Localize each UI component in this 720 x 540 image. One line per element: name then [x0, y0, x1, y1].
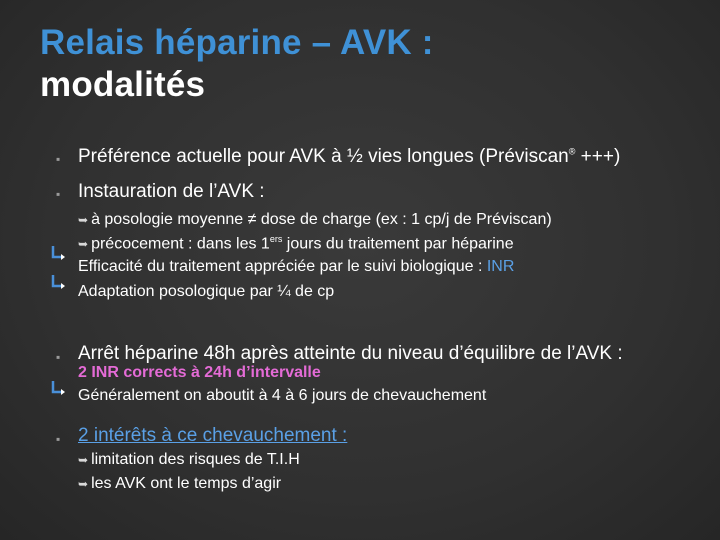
corner-arrow-icon: [50, 245, 66, 261]
bullet-icon: ▪: [56, 350, 61, 364]
bullet-4-sub-1-text: limitation des risques de T.I.H: [91, 451, 300, 468]
inr-highlight: INR: [486, 258, 515, 275]
bullet-icon: ▪: [56, 152, 61, 166]
bullet-4-link[interactable]: 2 intérêts à ce chevauchement :: [78, 425, 348, 446]
bullet-2-arrow-2: Adaptation posologique par ¼ de cp: [78, 283, 335, 300]
bullet-2: Instauration de l’AVK :: [78, 181, 265, 202]
bullet-2-sub-2-pre: précocement : dans les 1: [91, 235, 270, 253]
curved-arrow-icon: ➥: [78, 477, 89, 491]
title-line-2: modalités: [40, 65, 206, 104]
curved-arrow-icon: ➥: [78, 213, 89, 227]
bullet-4-sub-2: [78, 475, 281, 493]
bullet-icon: ▪: [56, 432, 61, 446]
bullet-2-sub-1-text: à posologie moyenne ≠ dose de charge (ex : 1 cp/j de Préviscan): [91, 211, 552, 228]
bullet-4-sub-1: [78, 451, 300, 469]
bullet-3-arrow-1: Généralement on aboutit à 4 à 6 jours de chevauchement: [78, 387, 487, 404]
bullet-3: Arrêt héparine 48h après atteinte du niveau d’équilibre de l’AVK :: [78, 343, 623, 364]
title-line-1: Relais héparine – AVK :: [40, 23, 434, 62]
bullet-2-sub-1: [78, 211, 552, 229]
corner-arrow-icon: [50, 380, 66, 396]
slide-title: [40, 22, 434, 106]
registered-mark: ®: [568, 146, 576, 157]
bullet-3-sub-1: 2 INR corrects à 24h d’intervalle: [78, 364, 321, 381]
bullet-2-sub-2: [78, 234, 514, 253]
bullet-4-sub-2-text: les AVK ont le temps d’agir: [91, 475, 282, 492]
bullet-1-tail: +++): [575, 146, 621, 167]
bullet-2-sub-2-post: jours du traitement par héparine: [282, 235, 514, 253]
bullet-1: [78, 146, 620, 168]
corner-arrow-icon: [50, 274, 66, 290]
bullet-2-arrow-1-text: Efficacité du traitement appréciée par le suivi biologique :: [78, 258, 487, 275]
superscript: ers: [269, 234, 283, 244]
bullet-icon: ▪: [56, 187, 61, 201]
curved-arrow-icon: ➥: [78, 453, 89, 467]
bullet-1-text: Préférence actuelle pour AVK à ½ vies longues (Préviscan: [78, 146, 569, 167]
curved-arrow-icon: ➥: [78, 237, 89, 252]
bullet-2-arrow-1: [78, 258, 514, 276]
